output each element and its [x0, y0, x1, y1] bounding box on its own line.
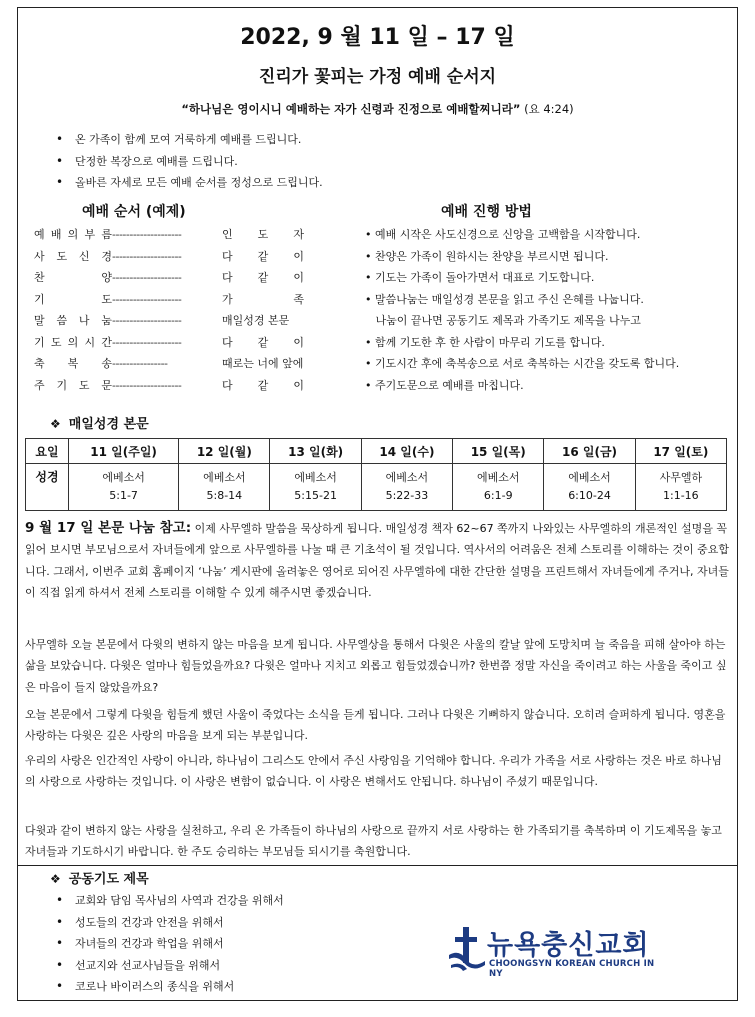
order-value-part: 이 [293, 271, 304, 284]
order-item-value [222, 289, 304, 311]
order-value-part: 이 [293, 335, 304, 349]
order-name-char: 간 [101, 335, 112, 349]
worship-order-list [34, 224, 304, 396]
order-name-char: 경 [101, 249, 112, 263]
order-value-part: 같 [257, 271, 269, 284]
bible-book: 에베소서 [568, 471, 611, 484]
order-value-part: 같 [257, 249, 269, 263]
order-name-char: 기 [56, 378, 68, 392]
bible-book: 에베소서 [476, 471, 520, 484]
section-divider [17, 865, 738, 866]
table-header: 15 일(목) [453, 439, 544, 464]
list-item: • 선교지와 선교사님들을 위해서 [48, 955, 284, 977]
order-value-part: 자 [293, 228, 304, 241]
method-line: • 말씀나눔는 매일성경 본문을 읽고 주신 은혜를 나눕니다. [365, 292, 644, 306]
table-header-row [26, 439, 727, 464]
order-item-name [34, 375, 112, 397]
daily-bible-heading [50, 413, 149, 432]
order-name-char: 시 [84, 335, 96, 349]
bible-verses: 1:1-16 [663, 489, 699, 502]
verse-line [0, 101, 755, 117]
diamond-bullet-icon: ❖ [50, 872, 61, 886]
bible-verses: 5:15-21 [294, 489, 337, 502]
order-value-part: 같 [257, 335, 269, 349]
order-name-char: 눔 [101, 314, 112, 327]
order-item-value [222, 267, 304, 289]
bible-verses: 6:10-24 [568, 489, 611, 502]
verse-reference: (요 4:24) [524, 102, 574, 116]
order-value-part: 이 [293, 378, 304, 392]
order-row [34, 289, 304, 311]
bible-cell [635, 464, 726, 511]
table-header: 13 일(화) [270, 439, 361, 464]
church-name-english: CHOONGSYN KOREAN CHURCH IN NY [489, 959, 655, 979]
order-name-char: 송 [101, 357, 112, 370]
list-item: • 성도들의 건강과 안전을 위해서 [48, 912, 284, 934]
order-value-part: 다 [222, 249, 233, 263]
order-name-char: 도 [78, 378, 90, 392]
prayer-heading-text: 공동기도 제목 [68, 872, 149, 887]
order-value-part: 다 [222, 378, 233, 392]
reference-text: 이제 사무엘하 말씀을 묵상하게 됩니다. 매일성경 책자 62~67 쪽까지 나와있는 사무엘하의 개론적인 설명을 꼭 읽어 보시면 부모님으로서 자녀들에게 앞으로 사무엘하를 나눌 때 큰 기초석이 될 것입니다. 역사서의 어려움은 전체 스토리를 이해하는 것이 중요합니다. 그래서, 이번주 교회 홈페이지 ‘나눔’ 게시판에 올려놓은 영어로 되어진 사무엘하에 대한 간단한 설명을 프린트해서 자녀들에게 주거나, 자녀들이 직접 읽게 하셔서 전체 스토리를 이해할 수 있게 해주시면 좋겠습니다. [25, 522, 729, 599]
table-header: 11 일(주일) [69, 439, 179, 464]
order-leader-dashes: -------------------- [112, 314, 182, 327]
table-header: 16 일(금) [544, 439, 635, 464]
order-name-char: 기 [34, 335, 45, 349]
order-item-value [222, 224, 304, 246]
cross-wave-icon [447, 925, 487, 973]
page-title: 진리가 꽃피는 가정 예배 순서지 [258, 67, 497, 87]
order-name-char: 말 [34, 314, 45, 327]
list-item: • 단정한 복장으로 예배를 드립니다. [48, 151, 323, 173]
daily-bible-table [25, 438, 727, 511]
bible-cell [69, 464, 179, 511]
order-value-part: 가 [222, 292, 233, 306]
method-line: • 주기도문으로 예배를 마칩니다. [365, 378, 524, 392]
order-name-char: 신 [78, 249, 90, 263]
order-item-value [222, 353, 304, 375]
table-header: 12 일(월) [179, 439, 270, 464]
order-row [34, 246, 304, 268]
order-name-char: 기 [34, 292, 45, 306]
worship-method-list [365, 224, 735, 396]
order-value-part: 인 [222, 228, 233, 241]
bible-book: 에베소서 [385, 471, 429, 484]
order-value-part: 같 [257, 378, 269, 392]
order-leader-dashes: -------------------- [112, 335, 182, 349]
order-row [34, 353, 304, 375]
order-name-char: 부 [84, 228, 96, 241]
order-leader-dashes: -------------------- [112, 228, 182, 241]
order-leader-dashes: -------------------- [112, 271, 182, 284]
order-leader-dashes: -------------------- [112, 378, 182, 392]
method-heading: 예배 진행 방법 [441, 204, 532, 220]
order-name-char: 양 [101, 271, 112, 284]
order-name-char: 의 [67, 228, 79, 241]
order-item-name [34, 267, 112, 289]
church-name-korean: 뉴욕충신교회 [487, 930, 650, 961]
order-row [34, 332, 304, 354]
order-name-char: 축 [34, 357, 45, 370]
table-header: 17 일(토) [635, 439, 726, 464]
table-row [26, 464, 727, 511]
date-range-title: 2022, 9 월 11 일 – 17 일 [240, 25, 515, 50]
method-line: 나눔이 끝나면 공동기도 제목과 가족기도 제목을 나누고 [365, 314, 641, 327]
row-label: 성경 [26, 464, 69, 511]
diamond-bullet-icon: ❖ [50, 417, 61, 431]
order-item-name [34, 353, 112, 375]
bible-verses: 5:22-33 [385, 489, 429, 502]
order-name-char: 름 [101, 228, 112, 241]
worship-rules-list [48, 129, 323, 194]
order-heading: 예배 순서 (예제) [82, 204, 186, 220]
order-name-char: 배 [50, 228, 62, 241]
order-value-part: 족 [293, 292, 304, 306]
bible-verses: 5:8-14 [206, 489, 243, 502]
bible-book: 에베소서 [102, 471, 145, 484]
order-row [34, 310, 304, 332]
table-header: 14 일(수) [361, 439, 452, 464]
order-name-char: 도 [101, 292, 112, 306]
order-value-part: 다 [222, 335, 233, 349]
reference-paragraph-5: 다윗과 같이 변하지 않는 사랑을 실천하고, 우리 온 가족들이 하나님의 사랑으로 끝까지 서로 사랑하는 한 가족되기를 축복하며 이 기도제목을 놓고 자녀들과 기도하시기 바랍니다. 한 주도 승리하는 부모님들 되시기를 축원합니다. [25, 824, 722, 859]
order-name-char: 문 [101, 378, 112, 392]
order-item-value [222, 246, 304, 268]
order-leader-dashes: -------------------- [112, 292, 182, 306]
reference-paragraph-3: 오늘 본문에서 그렇게 다윗을 힘들게 했던 사울이 죽었다는 소식을 듣게 됩니다. 그러나 다윗은 기뻐하지 않습니다. 오히려 슬퍼하게 됩니다. 영혼을 사랑하는 다윗은 깊은 사랑의 마음을 보게 되는 부분입니다. [25, 708, 726, 743]
list-item: • 교회와 담임 목사님의 사역과 건강을 위해서 [48, 890, 284, 912]
order-item-name [34, 246, 112, 268]
order-value-part: 매일성경 본문 [222, 314, 290, 327]
order-name-char: 도 [50, 335, 62, 349]
order-item-name [34, 310, 112, 332]
bible-verses: 5:1-7 [109, 489, 138, 502]
order-row [34, 224, 304, 246]
method-line: • 예배 시작은 사도신경으로 신앙을 고백함을 시작합니다. [365, 228, 641, 241]
order-leader-dashes: -------------------- [112, 249, 182, 263]
bible-book: 에베소서 [203, 471, 246, 484]
bible-cell [361, 464, 452, 511]
bible-cell [453, 464, 544, 511]
reference-paragraph-4: 우리의 사랑은 인간적인 사랑이 아니라, 하나님이 그리스도 안에서 주신 사랑임을 기억해야 합니다. 우리가 가족을 서로 사랑하는 것은 바로 하나님의 사랑으로 사랑하는 것입니다. 이 사랑은 변함이 없습니다. 이 사랑은 변해서도 안됩니다. 하나님이 주셨기 때문입니다. [25, 754, 722, 789]
order-name-char: 나 [78, 314, 90, 327]
list-item: • 코로나 바이러스의 종식을 위해서 [48, 976, 284, 998]
list-item: • 올바른 자세로 모든 예배 순서를 정성으로 드립니다. [48, 172, 323, 194]
method-line: • 기도시간 후에 축복송으로 서로 축복하는 시간을 갖도록 합니다. [365, 357, 680, 370]
bible-cell [179, 464, 270, 511]
bible-verses: 6:1-9 [483, 489, 513, 502]
order-item-name [34, 332, 112, 354]
order-name-char: 주 [34, 378, 45, 392]
reference-paragraph-1 [25, 518, 731, 603]
method-line: • 찬양은 가족이 원하시는 찬양을 부르시면 됩니다. [365, 249, 609, 263]
list-item: • 온 가족이 함께 모여 거룩하게 예배를 드립니다. [48, 129, 323, 151]
order-item-name [34, 289, 112, 311]
order-name-char: 씀 [56, 314, 68, 327]
order-item-value [222, 310, 304, 332]
prayer-heading [50, 868, 149, 887]
order-value-part: 이 [293, 249, 304, 263]
verse-quote: “하나님은 영이시니 예배하는 자가 신령과 진정으로 예배할찌니라” [181, 102, 521, 116]
bible-book: 에베소서 [294, 471, 337, 484]
order-row [34, 267, 304, 289]
bible-cell [544, 464, 635, 511]
daily-bible-heading-text: 매일성경 본문 [68, 417, 149, 432]
method-line: • 함께 기도한 후 한 사람이 마무리 기도를 합니다. [365, 335, 605, 349]
table-header: 요일 [26, 439, 69, 464]
method-line: • 기도는 가족이 돌아가면서 대표로 기도합니다. [365, 271, 595, 284]
reference-paragraph-2: 사무엘하 오늘 본문에서 다윗의 변하지 않는 마음을 보게 됩니다. 사무엘상을 통해서 다윗은 사울의 칼날 앞에 도망치며 늘 죽음을 피해 살아야 하는 삶을 보았습니다. 다윗은 얼마나 힘들었을까요? 다윗은 얼마나 지치고 외롭고 힘들었겠습니까? 한번쯤 정말 자신을 죽이려고 하는 사울을 죽이고 싶은 마음이 들지 않았을까요? [25, 638, 727, 694]
order-leader-dashes: ---------------- [112, 357, 168, 370]
order-name-char: 의 [67, 335, 79, 349]
order-value-part: 다 [222, 271, 233, 284]
order-name-char: 복 [67, 357, 79, 370]
order-value-part: 때로는 너에 앞에 [222, 357, 304, 370]
church-logo [447, 925, 667, 977]
order-row [34, 375, 304, 397]
order-name-char: 찬 [34, 271, 45, 284]
order-item-value [222, 375, 304, 397]
order-name-char: 도 [56, 249, 68, 263]
bible-cell [270, 464, 361, 511]
bible-book: 사무엘하 [659, 471, 703, 484]
order-name-char: 예 [34, 228, 45, 241]
order-item-value [222, 332, 304, 354]
reference-lead: 9 월 17 일 본문 나눔 참고: [25, 520, 192, 536]
prayer-list [48, 890, 284, 998]
order-item-name [34, 224, 112, 246]
order-name-char: 사 [34, 249, 45, 263]
order-value-part: 도 [257, 228, 269, 241]
list-item: • 자녀들의 건강과 학업을 위해서 [48, 933, 284, 955]
